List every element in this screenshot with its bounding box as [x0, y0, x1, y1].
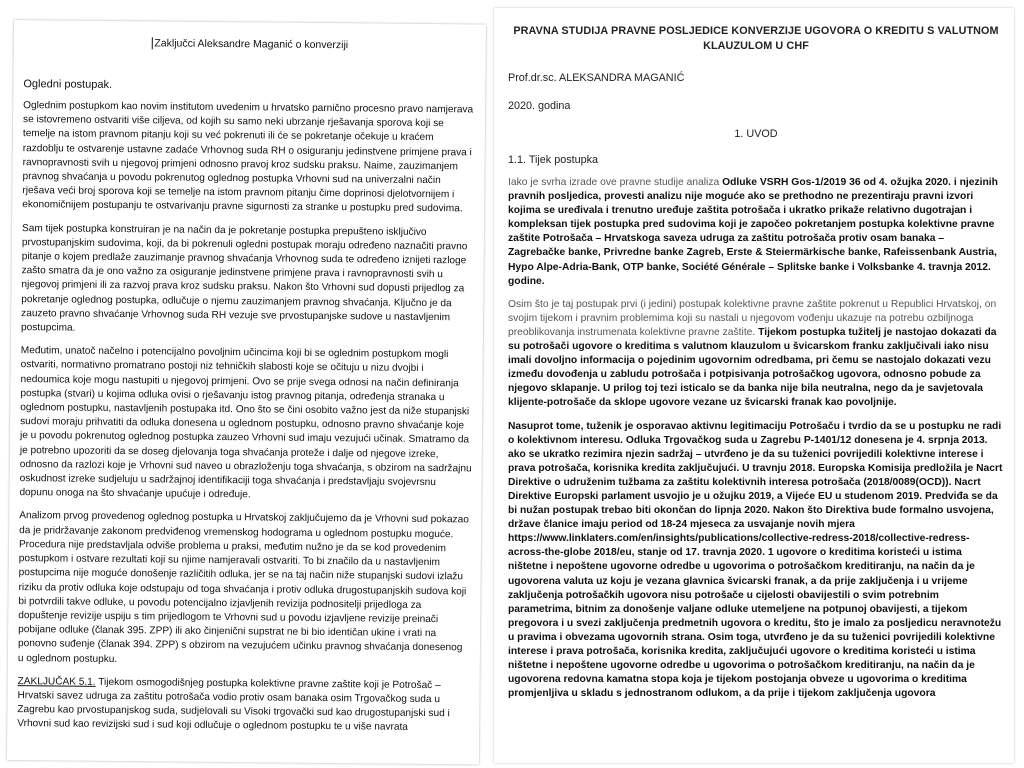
right-paragraph-3: Nasuprot tome, tuženik je osporavao aktivnu legitimaciju Potrošaču i tvrdio da se u postupku ne radi o kolektivnom interesu. Odluka Trgovačkog suda u Zagrebu P-1401/12 donesena je 4. srpnja 2013. ako se ukratko rezimira njezin sadržaj – utvrđeno je da su tuženici povrijedili kolektivne interese i prava potrošača, korisnika kredita zaključujući. U travnju 2018. Europska Komisija predložila je Nacrt Direktive o udruženim tužbama za zaštitu kolektivnih interesa potrošača (2018/0089(OCD)). Nacrt Direktive Europski parlament usvojio je u ožujku 2019, a Vijeće EU u studenom 2019. Predviđa se da bi nužan postupak trebao biti okončan do lipnja 2020. Nakon što Direktiva bude formalno usvojena, države članice imaju period od 18-24 mjeseca za usvajanje novih mjera https://www.linklaters.com/en/insights/publications/collective-redress-2018/collective-redress-across-the-globe 2018/eu, stanje od 17. travnja 2020. 1 ugovore o kreditima koristeći u istima ništetne i nepoštene ugovorne odredbe u ugovorima o potrošačkom kreditiranju, na način da je ugovorena valuta uz koju je vezana glavnica švicarski franak, a da prije zaključenja i u vrijeme zaključenja potrošačkih ugovora nisu potrošače u cijelosti obavijestili o svim potrebnim parametrima, bitnim za donošenje valjane odluke utemeljene na potpunoj obavijesti, a tijekom pregovora i u svezi zaključenja predmetnih ugovora o kreditu, što je imalo za posljedicu neravnotežu u pravima i obvezama ugovornih strana. Osim toga, utvrđeno je da su tuženici povrijedili kolektivne interese i prava potrošača, korisnika kredita, zaključujući ugovore o kreditima koristeći u istima ništetne i nepoštene ugovorne odredbe u ugovorima o potrošačkom kreditiranju, na način da je ugovorena redovna kamatna stopa koja je tijekom postojanja obveze u ugovorima o kreditima promjenljiva u skladu s jednostranom odlukom, a da prije i tijekom zaključenja ugovora: [508, 420, 1003, 700]
right-page-content: [508, 24, 1004, 710]
left-paragraph-4: Analizom prvog provedenog oglednog postupka u Hrvatskoj zaključujemo da je Vrhovni sud pokazao da je pridržavanje zakonom predviđenog vremenskog hodograma u oglednom postupku moguće. Procedura nije predstavljala odviše problema u praksi, međutim nužno je da se kod provedenim postupkom i ostvare rezultati koji su njime namjeravali ostvariti. To bi značilo da u nastavljenim postupcima nije moguće donošenje različitih odluka, jer se na taj način niže stupanjski sudovi izlažu riziku da protiv odluka koje odstupaju od toga shvaćanja i protiv odluka drugostupanjskih sudova koji bi potvrdili takve odluke, u povodu potencijalno izjavljenih revizija podnositelji prijedloga za dopuštenje revizije uspiju s tim prijedlogom te Vrhovni sud u povodu izjavljene revizije preinači pobijane odluke (članak 395. ZPP) ili ako činjenični supstrat ne bi bio identičan ukine i vrati na ponovno suđenje (članak 394. ZPP) s obzirom na vezujućem učinku pravnog shvaćanja donesenog u oglednom postupku.: [17, 510, 469, 665]
left-page-heading: Ogledni postupak.: [23, 78, 113, 91]
section-heading: 1. UVOD: [734, 128, 778, 140]
subsection-heading: 1.1. Tijek postupka: [508, 154, 599, 166]
study-title: [508, 24, 1004, 54]
conclusion-text: Tijekom osmogodišnjeg postupka kolektivne pravne zaštite koji je Potrošač – Hrvatski savez udruga za zaštitu potrošača vodio protiv osam banaka osim Trgovačkog suda u Zagrebu kao prvostupanjskog suda, sudjelovali su Visoki trgovački sud kao drugostupanjski sud i Vrhovni sud kao revizijski sud i sud koji odlučuje o oglednom postupku te u više navrata: [17, 676, 450, 734]
right-paragraph-1-body: Odluke VSRH Gos-1/2019 36 od 4. ožujka 2020. i njezinih pravnih posljedica, provesti analizu nije moguće ako se prethodno ne prezentiraju pravni izvori kojima se uređivala i trenutno uređuje zaštita potrošača i ukratko prikaže relativno dugotrajan i kompleksan tijek postupka pred sudovima koji je započeo pokretanjem postupka kolektivne pravne zaštite Potrošača – Hrvatskoga saveza udruga za zaštitu potrošača protiv osam banaka – Zagrebačke banke, Privredne banke Zagreb, Erste & Steiermärkische banke, Rafeissenbank Austria, Hypo Alpe-Adria-Bank, OTP banke, Société Générale – Splitske banke i Volksbanke 4. travnja 2012. godine.: [508, 177, 998, 287]
left-conclusion-paragraph: [17, 675, 470, 736]
study-title-line-1: PRAVNA STUDIJA PRAVNE POSLJEDICE KONVERZIJE UGOVORA O KREDITU S VALUTNOM: [513, 25, 999, 37]
left-paragraph-1: Oglednim postupkom kao novim institutom uvedenim u hrvatsko parnično procesno pravo namjerava se istovremeno ostvariti više ciljeva, od kojih su samo neki ubrzanje rješavanja sporova koji se temelje na istom pravnom pitanju koji su već pokrenuti ili će se pokretanje očekuje u kraćem razdoblju te ostvarenje ustavne zadaće Vrhovnog suda RH o osiguranju jedinstvene primjene prava i ravnopravnosti svih u njegovoj primjeni odnosno pravoj kroz sudsku praksu. Naime, zauzimanjem pravnog shvaćanja u povodu pokrenutog oglednog postupka Vrhovni sud na univerzalni način rješava veći broj sporova koji se temelje na istom pravnom pitanju čime doprinosi djelotvornijem i ekonomičnijem postupanju te ostvarivanju pravne sigurnosti za stranke u postupku pred sudovima.: [22, 100, 474, 215]
conclusion-label: ZAKLJUČAK 5.1.: [17, 675, 96, 688]
left-page-title: [24, 36, 476, 52]
left-paragraph-3: Međutim, unatoč načelno i potencijalno povoljnim učincima koji bi se oglednim postupkom mogli ostvariti, normativno promatrano postoji niz tehničkih slabosti koje se očituju u nizu dvojbi i nedoumica koje mogu nastupiti u njegovoj primjeni. Ovo se prije svega odnosi na način definiranja postupka (stvari) u kojima odluka ovisi o rješavanju istog pravnog pitanja, određenja stranaka u oglednom postupku, nastavljenih postupaka itd. Ono što se čini osobito važno jest da niže stupanjski sudovi moraju prihvatiti da odluka donesena u oglednom postupku, odnosno pravno shvaćanje koje je u povodu pokrenutog oglednog postupka zauzeo Vrhovni sud imaju vezujući učinak. Smatramo da je potrebno upozoriti da se doseg djelovanja toga shvaćanja proteže i dalje od njegove izreke, odnosno da razlozi koje je Vrhovni sud naveo u obrazloženju toga shvaćanja, s obzirom na sadržajnu oskudnost izreke sudjeluju u sadržajnoj identifikaciji toga shvaćanja i predstavljaju svojevrsnu dopunu onoga na što shvaćanje upućuje i određuje.: [19, 345, 472, 501]
right-paragraph-2: [508, 298, 1004, 411]
right-document-page: [494, 8, 1014, 763]
right-paragraph-2-body: Tijekom postupka tužitelj je nastojao dokazati da su potrošači ugovore o kreditima s valutnom klauzulom u švicarskom franku zaključivali iako nisu imali dovoljno informacija o pojedinim ugovornim odredbama, pri čemu se nastojalo dokazati vezu između dovođenja u zabludu potrošača i potpisivanja potrošačkog ugovora, odnosno pobude za njegovo sklapanje. U prilog toj tezi isticalo se da banka nije bila neutralna, nego da je savjetovala klijente-potrošače da sklope ugovore vezane uz švicarski franak kao povoljnije.: [508, 326, 997, 409]
left-paragraph-2: Sam tijek postupka konstruiran je na način da je pokretanje postupka prepušteno isključivo prvostupanjskim sudovima, koji, da bi pokrenuli ogledni postupak moraju određeno naznačiti pravno pitanje o kojem predlaže zauzimanje pravnog shvaćanja Vrhovnog suda te određeno iznijeti razloge zašto smatra da je ono važno za osiguranje jedinstvene primjene prava i ravnopravnosti svih u njegovoj primjeni ili za razvoj prava kroz sudsku praksu. Nakon što Vrhovni sud dopusti prijedlog za pokretanje oglednog postupka, odlučuje o njemu zauzimanjem pravnog shvaćanja. Ključno je da zauzeto pravno shvaćanje Vrhovnog suda RH vezuje sve prvostupanjske sudove u nastavljenim postupcima.: [20, 222, 468, 334]
left-page-content: [17, 30, 476, 745]
right-paragraph-1: [508, 176, 1004, 289]
right-paragraph-2-intro: Osim što je taj postupak prvi (i jedini) postupak kolektivne pravne zaštite pokrenut u Republici Hrvatskoj, on svojim tijekom i pravnim problemima koji su nastali u njegovom vođenju ukazuje na potrebu ozbiljnoga preoblikovanja instrumenata kolektivne pravne zaštite.: [508, 298, 997, 338]
study-year: 2020. godina: [508, 100, 571, 112]
left-page-title-text: Zaključci Aleksandre Maganić o konverziji: [151, 37, 348, 51]
right-paragraph-1-intro: Iako je svrha izrade ove pravne studije analiza: [508, 177, 723, 188]
author-name: Prof.dr.sc. ALEKSANDRA MAGANIĆ: [508, 72, 685, 84]
study-title-line-2: KLAUZULOM U CHF: [703, 40, 809, 52]
left-document-page: [7, 20, 486, 764]
